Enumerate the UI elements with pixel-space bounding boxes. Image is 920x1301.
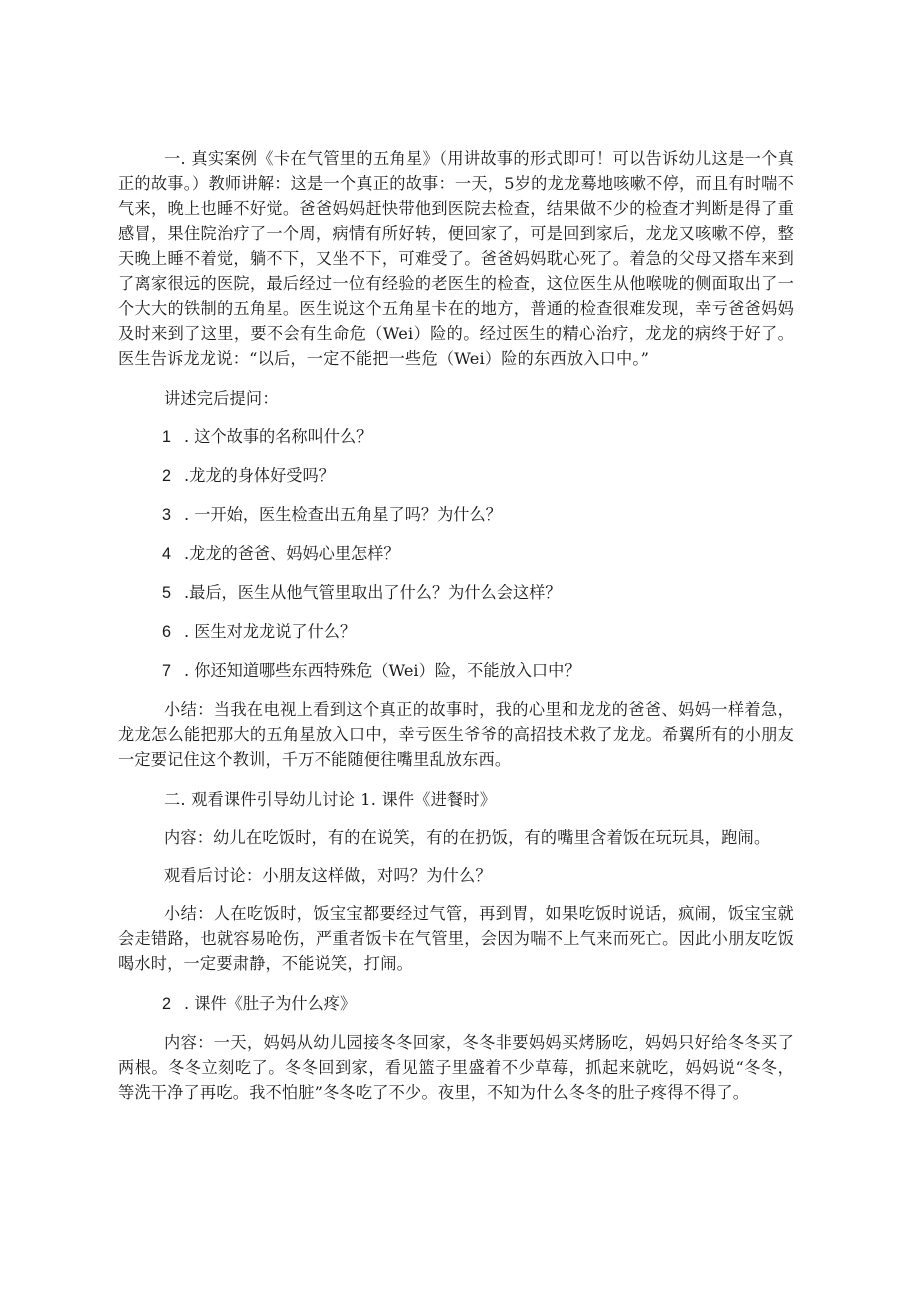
question-item bbox=[118, 424, 794, 450]
question-item bbox=[118, 502, 794, 528]
discussion-paragraph: 观看后讨论：小朋友这样做，对吗？为什么？ bbox=[164, 866, 492, 885]
story-paragraph: 一. 真实案例《卡在气管里的五角星》（用讲故事的形式即可！可以告诉幼儿这是一个真正的故事。）教师讲解：这是一个真正的故事：一天，5岁的龙龙蓦地咳嗽不停，而且有时喘不气来，晚上也睡不好觉。爸爸妈妈赶快带他到医院去检查，结果做不少的检查才判断是得了重感冒，果住院治疗了一个周，病情有所好转，便回家了，可是回到家后，龙龙又咳嗽不停，整天晚上睡不着觉，躺不下，又坐不下，可难受了。爸爸妈妈耽心死了。着急的父母又搭车来到了离家很远的医院，最后经过一位有经验的老医生的检查，这位医生从他喉咙的侧面取出了一个大大的铁制的五角星。医生说这个五角星卡在的地方，普通的检查很难发现，幸亏爸爸妈妈及时来到了这里，要不会有生命危（Wei）险的。经过医生的精心治疗，龙龙的病终于好了。医生告诉龙龙说：“以后，一定不能把一些危（Wei）险的东西放入口中。” bbox=[118, 149, 794, 368]
section-title: . 课件《肚子为什么疼》 bbox=[184, 994, 357, 1013]
question-text: .最后，医生从他气管里取出了什么？为什么会这样？ bbox=[184, 583, 562, 602]
question-item bbox=[118, 658, 794, 684]
question-text: .龙龙的爸爸、妈妈心里怎样？ bbox=[184, 544, 400, 563]
question-item bbox=[118, 541, 794, 567]
summary-paragraph: 小结：当我在电视上看到这个真正的故事时，我的心里和龙龙的爸爸、妈妈一样着急，龙龙怎么能把那大的五角星放入口中，幸亏医生爷爷的高招技术救了龙龙。希翼所有的小朋友一定要记住这个教训，千万不能随便往嘴里乱放东西。 bbox=[118, 700, 794, 769]
question-number: 4 bbox=[162, 545, 172, 563]
question-number: 1 bbox=[162, 428, 172, 446]
question-item bbox=[118, 619, 794, 645]
section-heading bbox=[118, 991, 794, 1017]
question-text: . 医生对龙龙说了什么？ bbox=[184, 622, 357, 641]
question-text: . 一开始，医生检查出五角星了吗？为什么？ bbox=[184, 505, 502, 524]
question-text: . 这个故事的名称叫什么？ bbox=[184, 427, 373, 446]
content-paragraph: 内容：一天，妈妈从幼儿园接冬冬回家，冬冬非要妈妈买烤肠吃，妈妈只好给冬冬买了两根。冬冬立刻吃了。冬冬回到家，看见篮子里盛着不少草莓，抓起来就吃，妈妈说“冬冬，等洗干净了再吃。我不怕脏”冬冬吃了不少。夜里，不知为什么冬冬的肚子疼得不得了。 bbox=[118, 1033, 794, 1102]
content-paragraph: 内容：幼儿在吃饭时，有的在说笑，有的在扔饭，有的嘴里含着饭在玩玩具，跑闹。 bbox=[164, 828, 771, 847]
question-number: 7 bbox=[162, 662, 172, 680]
document-page bbox=[118, 146, 794, 1120]
question-text: . 你还知道哪些东西特殊危（Wei）险，不能放入口中？ bbox=[184, 661, 581, 680]
summary-paragraph: 小结：人在吃饭时，饭宝宝都要经过气管，再到胃，如果吃饭时说话，疯闹，饭宝宝就会走错路，也就容易呛伤，严重者饭卡在气管里，会因为喘不上气来而死亡。因此小朋友吃饭喝水时，一定要肃静，不能说笑，打闹。 bbox=[118, 904, 794, 973]
section-number: 2 bbox=[162, 995, 172, 1013]
section-heading: 二. 观看课件引导幼儿讨论 1. 课件《进餐时》 bbox=[164, 790, 497, 809]
question-list bbox=[118, 424, 794, 684]
question-number: 2 bbox=[162, 467, 172, 485]
question-item bbox=[118, 580, 794, 606]
question-item bbox=[118, 463, 794, 489]
question-text: .龙龙的身体好受吗？ bbox=[184, 466, 335, 485]
question-number: 5 bbox=[162, 584, 172, 602]
question-number: 3 bbox=[162, 506, 172, 524]
question-intro: 讲述完后提问： bbox=[164, 389, 279, 408]
question-number: 6 bbox=[162, 623, 172, 641]
